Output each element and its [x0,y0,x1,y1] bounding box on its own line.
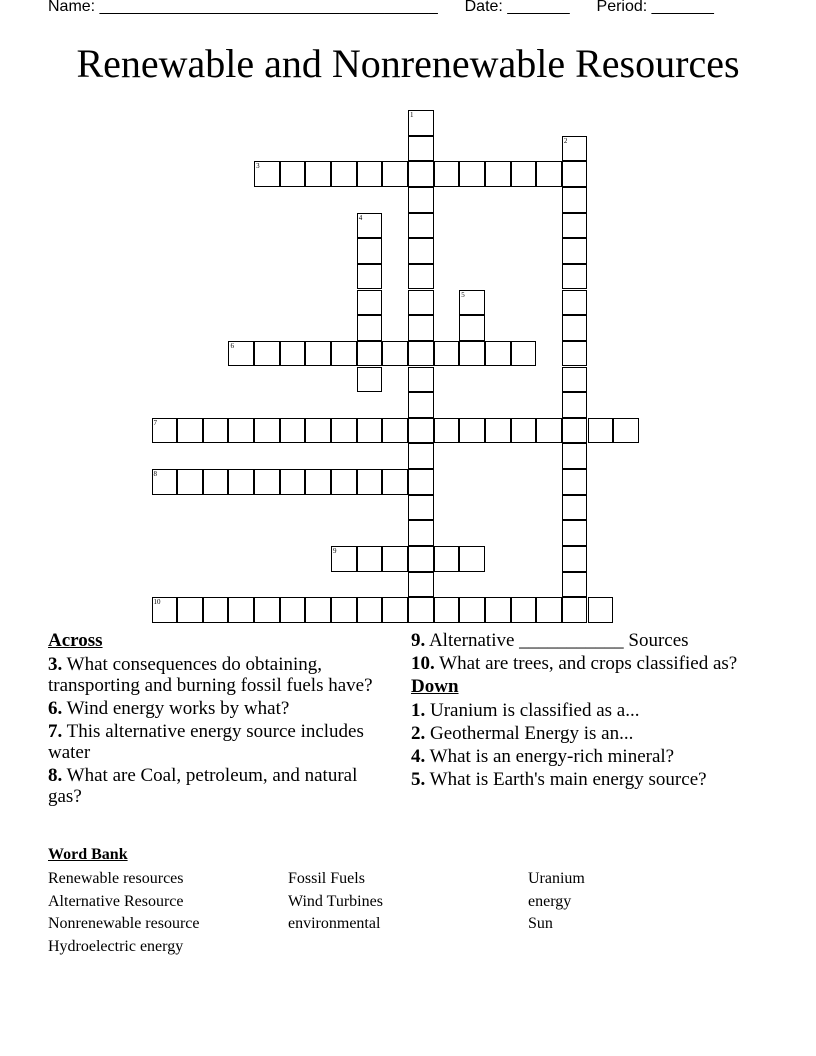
clue-across-3: 3. What consequences do obtaining, transporting and burning fossil fuels have? [48,654,373,696]
crossword-cell[interactable] [408,213,434,239]
name-field[interactable]: Name: ______________________________________ [48,0,438,15]
crossword-cell[interactable] [434,341,460,367]
crossword-cell[interactable] [331,161,357,187]
crossword-cell[interactable] [459,546,485,572]
crossword-cell[interactable] [152,418,178,444]
crossword-cell[interactable] [357,315,383,341]
crossword-cell[interactable] [536,597,562,623]
crossword-cell[interactable] [459,418,485,444]
crossword-cell[interactable] [511,597,537,623]
crossword-cell[interactable] [408,597,434,623]
clue-number: 6 [230,341,234,350]
crossword-cell[interactable] [305,418,331,444]
crossword-cell[interactable] [357,290,383,316]
word-bank-item: Fossil Fuels [288,870,365,887]
crossword-cell[interactable] [485,341,511,367]
crossword-cell[interactable] [511,418,537,444]
crossword-cell[interactable] [408,572,434,598]
crossword-cell[interactable] [562,213,588,239]
crossword-cell[interactable] [280,597,306,623]
crossword-cell[interactable] [280,418,306,444]
crossword-cell[interactable] [588,418,614,444]
crossword-cell[interactable] [408,187,434,213]
crossword-cell[interactable] [459,161,485,187]
word-bank-item: energy [528,892,572,910]
clue-down-5: 5. What is Earth's main energy source? [411,769,707,790]
crossword-cell[interactable] [177,418,203,444]
crossword-cell[interactable] [331,418,357,444]
date-field[interactable]: Date: _______ [464,0,570,15]
word-bank-item: environmental [288,915,381,933]
crossword-cell[interactable] [511,161,537,187]
clue-number: 4 [358,213,363,222]
crossword-cell[interactable] [382,341,408,367]
across-clues [48,630,378,809]
crossword-cell[interactable] [408,495,434,521]
crossword-cell[interactable] [357,238,383,264]
crossword-cell[interactable] [459,290,485,316]
clue-number: 10 [153,598,161,607]
crossword-cell[interactable] [408,161,434,187]
crossword-cell[interactable] [382,469,408,495]
word-bank-item: Wind Turbines [288,892,383,910]
clue-number: 9 [333,547,337,556]
clue-number: 7 [153,418,157,427]
crossword-cell[interactable] [254,418,280,444]
crossword-cell[interactable] [562,290,588,316]
clues-continued [411,630,771,792]
clue-across-10: 10. What are trees, and crops classified as? [411,653,738,674]
clue-across-9: 9. Alternative ___________ Sources [411,630,689,651]
crossword-cell[interactable] [562,264,588,290]
crossword-cell[interactable] [408,290,434,316]
crossword-cell[interactable] [408,469,434,495]
crossword-cell[interactable] [408,341,434,367]
page-title: Renewable and Nonrenewable Resources [76,41,740,86]
crossword-cell[interactable] [357,264,383,290]
crossword-cell[interactable] [536,161,562,187]
crossword-cell[interactable] [459,597,485,623]
across-heading: Across [48,630,103,651]
crossword-cell[interactable] [562,367,588,393]
crossword-cell[interactable] [562,136,588,162]
crossword-cell[interactable] [459,315,485,341]
crossword-cell[interactable] [485,597,511,623]
word-bank-item: Renewable resources [48,870,184,887]
clue-number: 2 [563,136,568,145]
crossword-cell[interactable] [408,367,434,393]
word-bank-item: Sun [528,915,553,933]
clue-number: 3 [256,162,260,171]
crossword-cell[interactable] [280,341,306,367]
crossword-cell[interactable] [408,520,434,546]
crossword-cell[interactable] [357,161,383,187]
crossword-cell[interactable] [562,392,588,418]
crossword-cell[interactable] [254,597,280,623]
word-bank-item: Nonrenewable resource [48,915,200,933]
crossword-cell[interactable] [562,341,588,367]
crossword-cell[interactable] [408,110,434,136]
clue-number: 5 [461,290,465,299]
word-bank-heading: Word Bank [48,846,128,863]
crossword-cell[interactable] [228,597,254,623]
crossword-cell[interactable] [382,161,408,187]
crossword-cell[interactable] [203,597,229,623]
crossword-cell[interactable] [254,341,280,367]
crossword-cell[interactable] [305,341,331,367]
crossword-cell[interactable] [459,341,485,367]
crossword-cell[interactable] [254,469,280,495]
clue-number: 8 [153,470,157,479]
crossword-cell[interactable] [280,469,306,495]
crossword-cell[interactable] [357,418,383,444]
crossword-cell[interactable] [485,161,511,187]
crossword-cell[interactable] [408,392,434,418]
word-bank-item: Uranium [528,870,585,887]
word-bank-item: Alternative Resource [48,892,184,910]
crossword-cell[interactable] [562,161,588,187]
crossword-cell[interactable] [331,597,357,623]
crossword-cell[interactable] [511,341,537,367]
crossword-cell[interactable] [562,238,588,264]
clue-down-2: 2. Geothermal Energy is an... [411,723,634,744]
clue-number: 1 [410,111,414,119]
crossword-cell[interactable] [152,469,178,495]
crossword-cell[interactable] [434,597,460,623]
crossword-cell[interactable] [305,597,331,623]
crossword-cell[interactable] [382,418,408,444]
crossword-cell[interactable] [613,418,639,444]
crossword-cell[interactable] [408,136,434,162]
crossword-cell[interactable] [357,341,383,367]
crossword-cell[interactable] [408,418,434,444]
word-bank-column-2 [288,868,383,936]
crossword-cell[interactable] [228,418,254,444]
crossword-cell[interactable] [408,546,434,572]
crossword-cell[interactable] [562,418,588,444]
clue-down-1: 1. Uranium is classified as a... [411,700,640,721]
crossword-cell[interactable] [434,161,460,187]
crossword-cell[interactable] [228,469,254,495]
crossword-cell[interactable] [331,341,357,367]
crossword-cell[interactable] [357,213,383,239]
crossword-cell[interactable] [382,546,408,572]
crossword-cell[interactable] [562,495,588,521]
clue-across-8: 8. What are Coal, petroleum, and natural gas? [48,765,358,807]
crossword-cell[interactable] [280,161,306,187]
crossword-cell[interactable] [382,597,408,623]
clue-across-7: 7. This alternative energy source includes water [48,721,364,763]
crossword-cell[interactable] [203,469,229,495]
crossword-cell[interactable] [562,315,588,341]
crossword-cell[interactable] [588,597,614,623]
crossword-cell[interactable] [408,238,434,264]
word-bank-item: Hydroelectric energy [48,937,184,955]
crossword-cell[interactable] [228,341,254,367]
crossword-cell[interactable] [434,546,460,572]
crossword-cell[interactable] [562,469,588,495]
word-bank-column-3 [528,868,585,936]
word-bank-column-1 [48,868,199,958]
crossword-cell[interactable] [331,546,357,572]
crossword-cell[interactable] [177,597,203,623]
crossword-cell[interactable] [562,520,588,546]
crossword-cell[interactable] [408,264,434,290]
crossword-cell[interactable] [485,418,511,444]
crossword-cell[interactable] [305,469,331,495]
crossword-cell[interactable] [357,597,383,623]
crossword-cell[interactable] [408,315,434,341]
clue-across-6: 6. Wind energy works by what? [48,698,290,719]
crossword-cell[interactable] [357,469,383,495]
down-heading: Down [411,676,459,697]
crossword-cell[interactable] [536,418,562,444]
crossword-cell[interactable] [408,443,434,469]
crossword-cell[interactable] [562,572,588,598]
crossword-cell[interactable] [434,418,460,444]
crossword-cell[interactable] [254,161,280,187]
crossword-cell[interactable] [305,161,331,187]
crossword-cell[interactable] [331,469,357,495]
crossword-cell[interactable] [562,187,588,213]
crossword-cell[interactable] [357,546,383,572]
crossword-cell[interactable] [562,443,588,469]
crossword-cell[interactable] [357,367,383,393]
clue-down-4: 4. What is an energy-rich mineral? [411,746,675,767]
crossword-cell[interactable] [152,597,178,623]
crossword-cell[interactable] [562,546,588,572]
crossword-cell[interactable] [203,418,229,444]
period-field[interactable]: Period: _______ [596,0,714,15]
crossword-cell[interactable] [562,597,588,623]
crossword-cell[interactable] [177,469,203,495]
